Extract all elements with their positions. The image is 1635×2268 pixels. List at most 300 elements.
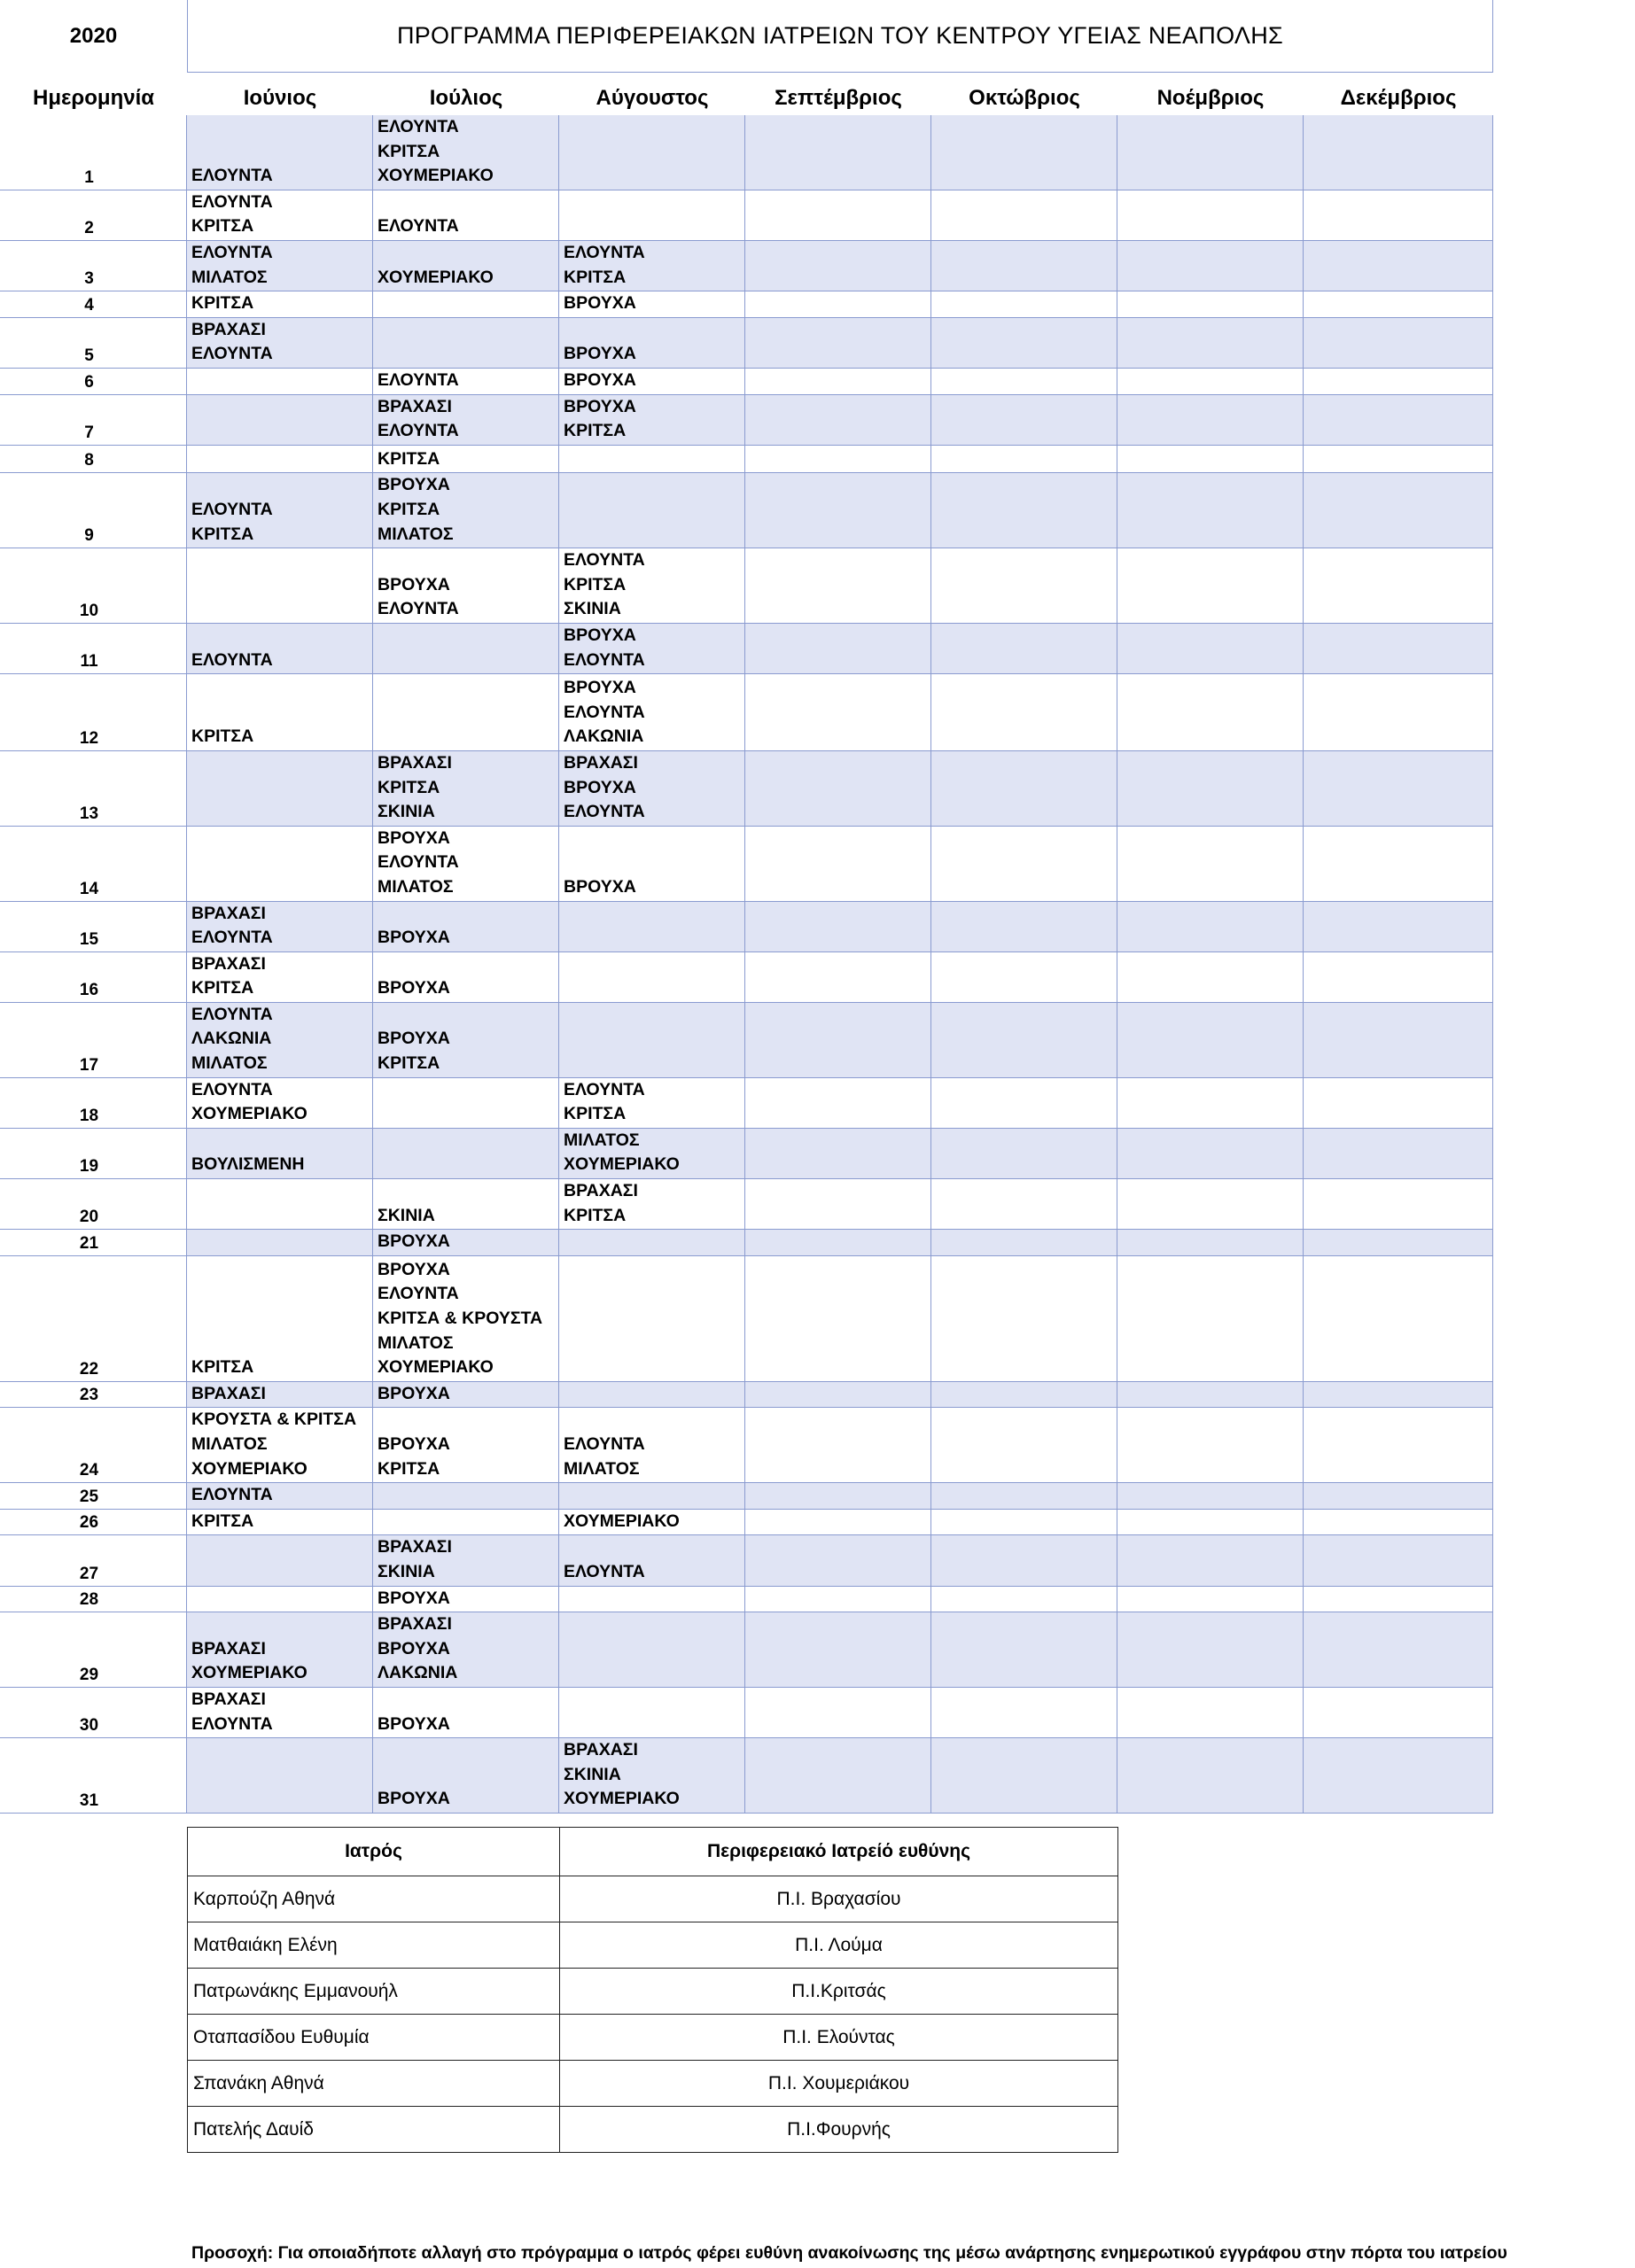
schedule-cell-august <box>559 1408 745 1482</box>
clinic-location: ΧΟΥΜΕΡΙΑΚΟ <box>378 166 494 186</box>
clinic-location: ΕΛΟΥΝΤΑ <box>378 421 459 441</box>
schedule-row <box>0 1382 1493 1409</box>
schedule-cell-june <box>187 1612 373 1687</box>
clinic-location: ΕΛΟΥΝΤΑ <box>191 166 273 186</box>
clinic-name: Π.Ι.Φουρνής <box>560 2107 1118 2153</box>
day-number: 21 <box>79 1233 99 1253</box>
clinic-location: ΜΙΛΑΤΟΣ <box>378 524 454 544</box>
schedule-row <box>0 1179 1493 1230</box>
schedule-cell-september <box>745 1078 931 1128</box>
schedule-cell-december <box>1304 446 1493 473</box>
clinic-location: ΕΛΟΥΝΤΑ <box>564 702 645 722</box>
schedule-cell-june <box>187 624 373 673</box>
clinic-location: ΣΚΙΝΙΑ <box>378 1205 435 1225</box>
column-header-date: Ημερομηνία <box>32 86 155 110</box>
clinic-location: ΕΛΟΥΝΤΑ <box>191 1079 273 1099</box>
schedule-cell-june <box>187 902 373 951</box>
clinic-location: ΚΡΙΤΣΑ <box>378 1053 440 1074</box>
clinic-location: ΚΡΙΤΣΑ <box>378 1458 440 1479</box>
clinic-location: ΒΡΑΧΑΣΙ <box>191 1689 266 1709</box>
schedule-cell-december <box>1304 115 1493 190</box>
clinic-location: ΕΛΟΥΝΤΑ <box>191 928 273 948</box>
clinic-location: ΣΚΙΝΙΑ <box>564 1764 621 1784</box>
schedule-cell-october <box>931 952 1117 1002</box>
schedule-cell-october <box>931 1483 1117 1509</box>
clinic-location: ΕΛΟΥΝΤΑ <box>378 216 459 237</box>
schedule-cell-november <box>1117 1179 1304 1229</box>
schedule-cell-september <box>745 1688 931 1737</box>
schedule-cell-august <box>559 190 745 240</box>
schedule-cell-august <box>559 1003 745 1077</box>
schedule-row <box>0 395 1493 446</box>
day-number: 26 <box>79 1513 99 1533</box>
schedule-cell-october <box>931 241 1117 291</box>
schedule-cell-december <box>1304 624 1493 673</box>
doctors-table <box>187 1827 1118 2153</box>
schedule-cell-june <box>187 952 373 1002</box>
schedule-row <box>0 1230 1493 1256</box>
day-number: 4 <box>84 295 94 315</box>
clinic-location: ΒΡΟΥΧΑ <box>564 344 636 364</box>
schedule-cell-november <box>1117 291 1304 317</box>
day-number: 27 <box>79 1564 99 1583</box>
schedule-cell-december <box>1304 1535 1493 1585</box>
schedule-cell-august <box>559 674 745 750</box>
schedule-cell-december <box>1304 548 1493 623</box>
clinic-location: ΕΛΟΥΝΤΑ <box>564 242 645 262</box>
clinic-location: ΧΟΥΜΕΡΙΑΚΟ <box>564 1511 680 1531</box>
schedule-cell-july <box>373 1587 559 1612</box>
schedule-cell-september <box>745 751 931 826</box>
schedule-row <box>0 1688 1493 1738</box>
schedule-cell-june <box>187 473 373 548</box>
clinic-location: ΒΡΟΥΧΑ <box>564 678 636 698</box>
schedule-cell-september <box>745 1003 931 1077</box>
schedule-cell-november <box>1117 624 1304 673</box>
schedule-cell-november <box>1117 241 1304 291</box>
clinic-location: ΒΡΟΥΧΑ <box>564 876 636 897</box>
schedule-row <box>0 1510 1493 1536</box>
clinic-location: ΕΛΟΥΝΤΑ <box>191 1713 273 1734</box>
schedule-cell-june <box>187 369 373 394</box>
schedule-cell-october <box>931 1230 1117 1255</box>
schedule-cell-october <box>931 395 1117 445</box>
schedule-row <box>0 751 1493 827</box>
schedule-cell-november <box>1117 548 1304 623</box>
date-cell <box>0 1510 187 1535</box>
schedule-cell-august <box>559 318 745 368</box>
schedule-cell-august <box>559 1179 745 1229</box>
schedule-cell-june <box>187 1129 373 1178</box>
schedule-cell-december <box>1304 902 1493 951</box>
table-row <box>188 2061 1118 2107</box>
clinic-location: ΚΡΙΤΣΑ <box>191 1511 254 1531</box>
schedule-row <box>0 1256 1493 1382</box>
clinic-location: ΒΡΟΥΧΑ <box>564 293 636 314</box>
schedule-cell-june <box>187 1408 373 1482</box>
clinic-location: ΚΡΟΥΣΤΑ & ΚΡΙΤΣΑ <box>191 1410 357 1430</box>
schedule-cell-december <box>1304 369 1493 394</box>
year-label: 2020 <box>69 24 118 48</box>
table-row <box>188 1876 1118 1922</box>
clinic-location: ΜΙΛΑΤΟΣ <box>191 1434 268 1455</box>
date-cell <box>0 190 187 240</box>
day-number: 25 <box>79 1487 99 1506</box>
clinic-location: ΕΛΟΥΝΤΑ <box>564 802 645 822</box>
schedule-cell-june <box>187 190 373 240</box>
schedule-cell-october <box>931 1587 1117 1612</box>
clinic-location: ΒΟΥΛΙΣΜΕΝΗ <box>191 1154 305 1175</box>
schedule-cell-december <box>1304 1587 1493 1612</box>
schedule-row <box>0 1078 1493 1129</box>
footer-note: Προσοχή: Για οποιαδήποτε αλλαγή στο πρόγραμμα ο ιατρός φέρει ευθύνη ανακοίνωσης της μέσω ανάρτησης ενημερωτικού εγγράφου στην πόρτα του ιατρείου <box>191 2243 1507 2263</box>
schedule-cell-november <box>1117 1003 1304 1077</box>
schedule-row <box>0 952 1493 1003</box>
schedule-cell-june <box>187 1587 373 1612</box>
table-row <box>188 2015 1118 2061</box>
clinic-name: Π.Ι. Λούμα <box>560 1922 1118 1969</box>
clinic-location: ΒΡΟΥΧΑ <box>378 1259 450 1279</box>
schedule-row <box>0 548 1493 624</box>
schedule-cell-september <box>745 318 931 368</box>
schedule-cell-july <box>373 902 559 951</box>
clinic-location: ΧΟΥΜΕΡΙΑΚΟ <box>378 267 494 287</box>
schedule-row <box>0 1587 1493 1613</box>
schedule-cell-october <box>931 1612 1117 1687</box>
schedule-cell-november <box>1117 115 1304 190</box>
clinic-location: ΚΡΙΤΣΑ & ΚΡΟΥΣΤΑ <box>378 1309 543 1329</box>
schedule-row <box>0 1535 1493 1586</box>
schedule-row <box>0 318 1493 369</box>
schedule-cell-september <box>745 1256 931 1381</box>
schedule-cell-november <box>1117 827 1304 901</box>
schedule-row <box>0 624 1493 674</box>
schedule-cell-december <box>1304 1179 1493 1229</box>
clinic-location: ΛΑΚΩΝΙΑ <box>564 726 644 747</box>
clinic-location: ΚΡΙΤΣΑ <box>564 421 627 441</box>
date-cell <box>0 751 187 826</box>
schedule-cell-july <box>373 473 559 548</box>
schedule-cell-october <box>931 1179 1117 1229</box>
day-number: 13 <box>79 804 99 823</box>
schedule-cell-july <box>373 395 559 445</box>
clinic-location: ΒΡΑΧΑΣΙ <box>191 1383 266 1403</box>
column-header-september: Σεπτέμβριος <box>775 86 902 110</box>
clinic-location: ΒΡΟΥΧΑ <box>378 1789 450 1809</box>
schedule-cell-july <box>373 1382 559 1408</box>
schedule-table <box>0 115 1493 1810</box>
schedule-cell-august <box>559 1230 745 1255</box>
schedule-cell-june <box>187 674 373 750</box>
doctors-table-header-row <box>188 1828 1118 1876</box>
day-number: 8 <box>84 451 94 470</box>
schedule-cell-august <box>559 1612 745 1687</box>
schedule-cell-july <box>373 1129 559 1178</box>
schedule-cell-june <box>187 827 373 901</box>
schedule-cell-june <box>187 1230 373 1255</box>
schedule-cell-august <box>559 1078 745 1128</box>
schedule-cell-november <box>1117 1382 1304 1408</box>
doctor-name: Πατελής Δαυίδ <box>188 2107 560 2153</box>
page-title: ΠΡΟΓΡΑΜΜΑ ΠΕΡΙΦΕΡΕΙΑΚΩΝ ΙΑΤΡΕΙΩΝ ΤΟΥ ΚΕΝΤΡΟΥ ΥΓΕΙΑΣ ΝΕΑΠΟΛΗΣ <box>187 0 1493 73</box>
schedule-cell-december <box>1304 1510 1493 1535</box>
clinic-location: ΕΛΟΥΝΤΑ <box>378 599 459 619</box>
schedule-cell-september <box>745 1587 931 1612</box>
schedule-cell-october <box>931 1078 1117 1128</box>
schedule-cell-june <box>187 115 373 190</box>
schedule-cell-december <box>1304 190 1493 240</box>
doctor-name: Οταπασίδου Ευθυμία <box>188 2015 560 2061</box>
date-cell <box>0 1408 187 1482</box>
clinic-location: ΒΡΑΧΑΣΙ <box>564 1740 638 1760</box>
date-cell <box>0 291 187 317</box>
schedule-cell-august <box>559 291 745 317</box>
clinic-location: ΒΡΟΥΧΑ <box>378 1434 450 1455</box>
schedule-cell-september <box>745 548 931 623</box>
schedule-cell-july <box>373 446 559 473</box>
schedule-cell-september <box>745 1230 931 1255</box>
schedule-cell-september <box>745 395 931 445</box>
schedule-row <box>0 241 1493 291</box>
schedule-cell-september <box>745 1535 931 1585</box>
clinic-column-header: Περιφερειακό Ιατρείό ευθύνης <box>560 1828 1118 1876</box>
schedule-cell-november <box>1117 1256 1304 1381</box>
clinic-location: ΕΛΟΥΝΤΑ <box>378 369 459 390</box>
clinic-location: ΚΡΙΤΣΑ <box>191 1357 254 1378</box>
schedule-cell-june <box>187 1382 373 1408</box>
doctor-name: Καρπούζη Αθηνά <box>188 1876 560 1922</box>
schedule-cell-november <box>1117 1738 1304 1813</box>
schedule-cell-july <box>373 1179 559 1229</box>
clinic-location: ΚΡΙΤΣΑ <box>378 448 440 469</box>
clinic-location: ΒΡΑΧΑΣΙ <box>378 1614 452 1635</box>
schedule-row <box>0 115 1493 190</box>
schedule-cell-july <box>373 1078 559 1128</box>
schedule-cell-october <box>931 473 1117 548</box>
schedule-cell-october <box>931 190 1117 240</box>
schedule-cell-july <box>373 115 559 190</box>
clinic-location: ΚΡΙΤΣΑ <box>378 499 440 519</box>
schedule-cell-june <box>187 1510 373 1535</box>
schedule-cell-december <box>1304 1003 1493 1077</box>
clinic-location: ΕΛΟΥΝΤΑ <box>564 550 645 571</box>
schedule-cell-august <box>559 1256 745 1381</box>
schedule-cell-october <box>931 902 1117 951</box>
schedule-cell-december <box>1304 1230 1493 1255</box>
clinic-location: ΕΛΟΥΝΤΑ <box>191 344 273 364</box>
schedule-cell-october <box>931 1510 1117 1535</box>
date-cell <box>0 1179 187 1229</box>
schedule-cell-november <box>1117 1612 1304 1687</box>
clinic-location: ΒΡΑΧΑΣΙ <box>564 752 638 773</box>
schedule-cell-november <box>1117 190 1304 240</box>
clinic-location: ΜΙΛΑΤΟΣ <box>564 1458 640 1479</box>
schedule-cell-july <box>373 241 559 291</box>
schedule-cell-september <box>745 674 931 750</box>
clinic-location: ΒΡΟΥΧΑ <box>378 928 450 948</box>
column-header-october: Οκτώβριος <box>969 86 1080 110</box>
clinic-location: ΒΡΟΥΧΑ <box>378 475 450 495</box>
title-row <box>0 0 1493 73</box>
date-cell <box>0 1483 187 1509</box>
day-number: 7 <box>84 423 94 442</box>
clinic-location: ΧΟΥΜΕΡΙΑΚΟ <box>564 1154 680 1175</box>
clinic-location: ΧΟΥΜΕΡΙΑΚΟ <box>191 1104 308 1124</box>
clinic-location: ΧΟΥΜΕΡΙΑΚΟ <box>191 1458 308 1479</box>
schedule-cell-september <box>745 1738 931 1813</box>
clinic-location: ΒΡΟΥΧΑ <box>378 1029 450 1049</box>
clinic-location: ΒΡΑΧΑΣΙ <box>191 319 266 339</box>
schedule-cell-october <box>931 751 1117 826</box>
clinic-location: ΕΛΟΥΝΤΑ <box>564 1434 645 1455</box>
date-cell <box>0 446 187 473</box>
date-cell <box>0 548 187 623</box>
clinic-location: ΧΟΥΜΕΡΙΑΚΟ <box>378 1357 494 1378</box>
schedule-cell-december <box>1304 241 1493 291</box>
schedule-cell-october <box>931 1129 1117 1178</box>
schedule-cell-august <box>559 1738 745 1813</box>
day-number: 29 <box>79 1665 99 1684</box>
clinic-location: ΒΡΑΧΑΣΙ <box>564 1181 638 1201</box>
schedule-cell-october <box>931 1738 1117 1813</box>
schedule-cell-december <box>1304 952 1493 1002</box>
schedule-row <box>0 1738 1493 1814</box>
schedule-row <box>0 1003 1493 1078</box>
schedule-cell-june <box>187 1535 373 1585</box>
clinic-name: Π.Ι. Βραχασίου <box>560 1876 1118 1922</box>
schedule-cell-september <box>745 1483 931 1509</box>
doctor-name: Ματθαιάκη Ελένη <box>188 1922 560 1969</box>
day-number: 14 <box>79 879 99 898</box>
schedule-cell-august <box>559 902 745 951</box>
schedule-cell-december <box>1304 395 1493 445</box>
clinic-location: ΒΡΟΥΧΑ <box>564 625 636 645</box>
clinic-location: ΒΡΟΥΧΑ <box>378 978 450 998</box>
clinic-location: ΕΛΟΥΝΤΑ <box>564 1079 645 1099</box>
schedule-cell-december <box>1304 1738 1493 1813</box>
date-cell <box>0 115 187 190</box>
clinic-location: ΒΡΟΥΧΑ <box>378 1638 450 1658</box>
column-header-june: Ιούνιος <box>243 86 317 110</box>
clinic-location: ΛΑΚΩΝΙΑ <box>191 1029 272 1049</box>
schedule-cell-november <box>1117 1078 1304 1128</box>
schedule-row <box>0 291 1493 318</box>
clinic-location: ΕΛΟΥΝΤΑ <box>191 1485 273 1505</box>
clinic-location: ΒΡΟΥΧΑ <box>378 1588 450 1608</box>
date-cell <box>0 473 187 548</box>
schedule-row <box>0 1612 1493 1688</box>
clinic-location: ΒΡΟΥΧΑ <box>564 369 636 390</box>
clinic-location: ΚΡΙΤΣΑ <box>564 1104 627 1124</box>
clinic-location: ΒΡΟΥΧΑ <box>378 827 450 848</box>
schedule-cell-september <box>745 902 931 951</box>
date-cell <box>0 1230 187 1255</box>
schedule-cell-july <box>373 952 559 1002</box>
clinic-location: ΕΛΟΥΝΤΑ <box>378 117 459 137</box>
date-cell <box>0 241 187 291</box>
schedule-cell-september <box>745 1382 931 1408</box>
clinic-location: ΒΡΟΥΧΑ <box>378 1231 450 1252</box>
clinic-location: ΚΡΙΤΣΑ <box>564 1205 627 1225</box>
schedule-cell-october <box>931 291 1117 317</box>
schedule-cell-september <box>745 624 931 673</box>
schedule-cell-november <box>1117 674 1304 750</box>
clinic-location: ΒΡΟΥΧΑ <box>564 777 636 797</box>
day-number: 16 <box>79 980 99 999</box>
schedule-cell-september <box>745 1408 931 1482</box>
schedule-cell-september <box>745 1129 931 1178</box>
clinic-location: ΚΡΙΤΣΑ <box>191 978 254 998</box>
clinic-location: ΕΛΟΥΝΤΑ <box>191 499 273 519</box>
schedule-cell-october <box>931 624 1117 673</box>
doctor-name: Πατρωνάκης Εμμανουήλ <box>188 1969 560 2015</box>
schedule-cell-november <box>1117 446 1304 473</box>
schedule-row <box>0 1129 1493 1179</box>
schedule-cell-november <box>1117 369 1304 394</box>
clinic-location: ΧΟΥΜΕΡΙΑΚΟ <box>564 1789 680 1809</box>
schedule-cell-july <box>373 1612 559 1687</box>
day-number: 15 <box>79 929 99 949</box>
schedule-cell-december <box>1304 291 1493 317</box>
schedule-cell-july <box>373 369 559 394</box>
month-header <box>0 82 1493 115</box>
schedule-cell-november <box>1117 1587 1304 1612</box>
schedule-cell-december <box>1304 1078 1493 1128</box>
schedule-cell-december <box>1304 318 1493 368</box>
schedule-cell-november <box>1117 1510 1304 1535</box>
clinic-location: ΜΙΛΑΤΟΣ <box>564 1130 640 1150</box>
clinic-location: ΒΡΑΧΑΣΙ <box>378 1537 452 1557</box>
schedule-cell-june <box>187 446 373 473</box>
schedule-cell-september <box>745 446 931 473</box>
date-cell <box>0 318 187 368</box>
schedule-cell-july <box>373 624 559 673</box>
day-number: 2 <box>84 218 94 237</box>
clinic-location: ΕΛΟΥΝΤΑ <box>191 1004 273 1024</box>
schedule-cell-november <box>1117 1535 1304 1585</box>
schedule-cell-august <box>559 115 745 190</box>
schedule-cell-december <box>1304 473 1493 548</box>
schedule-cell-november <box>1117 1129 1304 1178</box>
clinic-location: ΚΡΙΤΣΑ <box>378 777 440 797</box>
schedule-cell-august <box>559 751 745 826</box>
schedule-cell-december <box>1304 1688 1493 1737</box>
table-row <box>188 1922 1118 1969</box>
schedule-row <box>0 446 1493 474</box>
schedule-cell-october <box>931 674 1117 750</box>
clinic-location: ΚΡΙΤΣΑ <box>564 574 627 594</box>
day-number: 12 <box>79 728 99 748</box>
column-header-july: Ιούλιος <box>429 86 503 110</box>
table-row <box>188 1969 1118 2015</box>
date-cell <box>0 395 187 445</box>
schedule-cell-june <box>187 1256 373 1381</box>
day-number: 22 <box>79 1359 99 1379</box>
schedule-cell-june <box>187 241 373 291</box>
date-cell <box>0 902 187 951</box>
clinic-location: ΧΟΥΜΕΡΙΑΚΟ <box>191 1663 308 1683</box>
schedule-cell-september <box>745 1612 931 1687</box>
schedule-cell-august <box>559 1129 745 1178</box>
schedule-cell-september <box>745 369 931 394</box>
schedule-cell-december <box>1304 1483 1493 1509</box>
clinic-location: ΒΡΑΧΑΣΙ <box>378 396 452 416</box>
date-cell <box>0 1535 187 1585</box>
schedule-cell-september <box>745 115 931 190</box>
clinic-name: Π.Ι. Ελούντας <box>560 2015 1118 2061</box>
schedule-row <box>0 369 1493 395</box>
schedule-cell-november <box>1117 395 1304 445</box>
